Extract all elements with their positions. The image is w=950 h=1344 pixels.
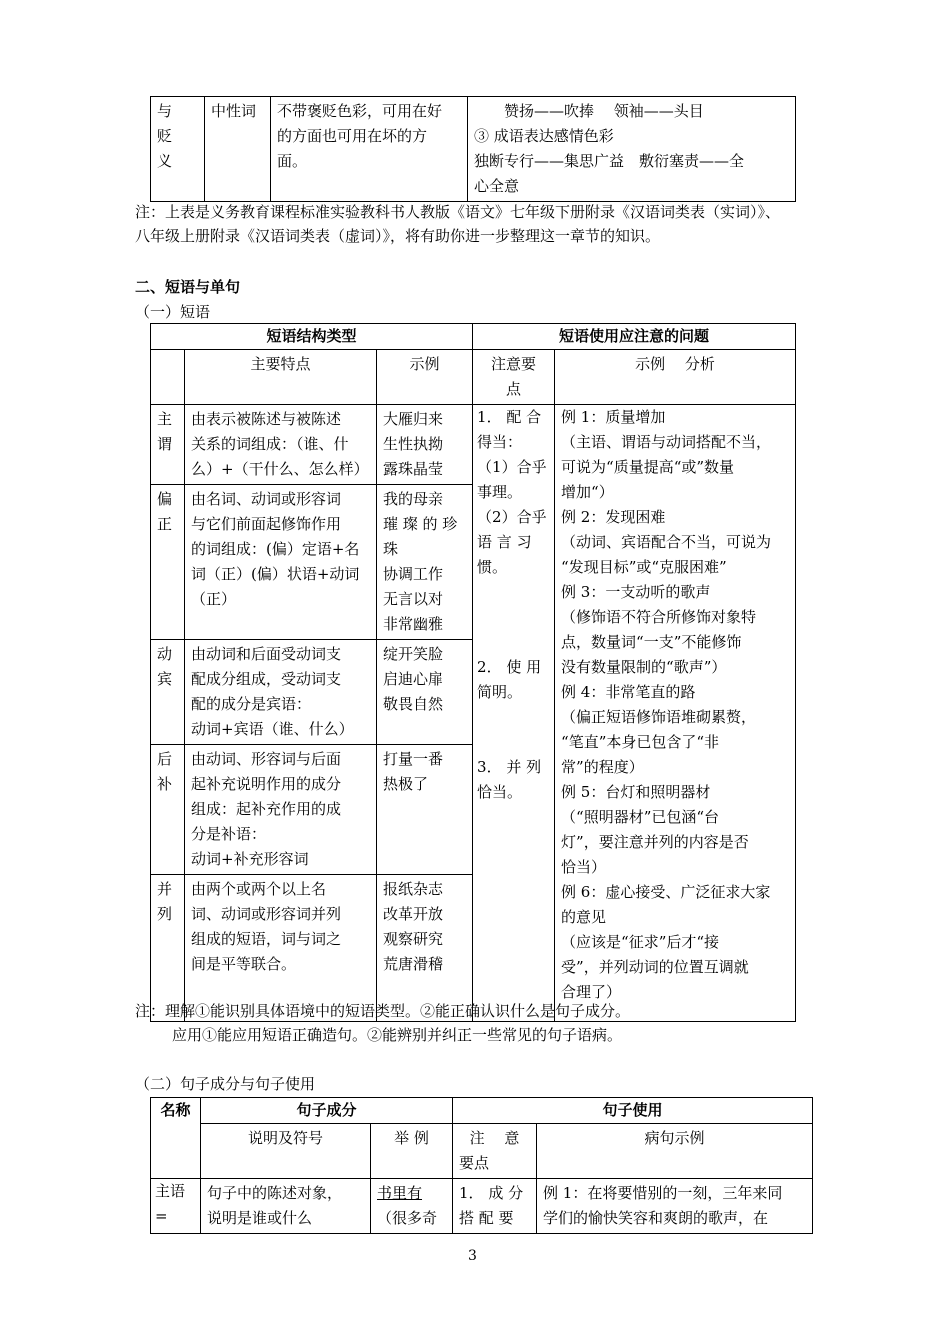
subject-name-cell: 主语 = [151,1179,201,1234]
subject-description: 句子中的陈述对象， 说明是谁或什么 [201,1179,371,1234]
notes-column [473,405,555,1022]
subject-notes: 1． 成 分 搭 配 要 [453,1179,537,1234]
analysis-column: 例 1：质量增加 （主语、谓语与动词搭配不当， 可说为“质量提高“或”数量 增加“） 例 2：发现困难 （动词、宾语配合不当，可说为 “发现目标”或“克服困难” 例 3：一支动听的歌声 （修饰语不符合所修饰对象特 点，数量词“一支”不能修饰 没有数量限制的“歌声”） 例 4：非常笔直的路 （偏正短语修饰语堆砌累赘， “笔直”本身已包含了“非 常”的程度） 例 5：台灯和照明器材 （“照明器材”已包涵“台 灯”，要注意并列的内容是否 恰当） 例 6：虚心接受、广泛征求大家 的意见 （应该是“征求”后才“接 受”，并列动词的位置互调就 合理了） [555,405,796,1022]
features-coordinate: 由两个或两个以上名 词、动词或形容词并列 组成的短语，词与词之 间是平等联合。 [185,875,377,1022]
note-phrases: 注：理解①能识别具体语境中的短语类型。②能正确认识什么是句子成分。 应用①能应用短语正确造句。②能辨别并纠正一些常见的句子语病。 [135,1002,631,1044]
examples-modifier-head: 我的母亲 璀 璨 的 珍 珠 协调工作 无言以对 非常幽雅 [377,485,473,640]
features-verb-complement: 由动词、形容词与后面 起补充说明作用的成分 组成：起补充作用的成 分是补语： 动词+补充形容词 [185,745,377,875]
features-modifier-head: 由名词、动词或形容词 与它们前面起修饰作用 的词组成：(偏）定语+名 词（正）(偏）状语+动词 （正） [185,485,377,640]
sentence-example-header: 举 例 [371,1124,453,1179]
examples-coordinate: 报纸杂志 改革开放 观察研究 荒唐滑稽 [377,875,473,1022]
section-title-phrases-sentences: 二、短语与单句 [135,278,241,296]
features-verb-object: 由动词和后面受动词支 配成分组成，受动词支 配的成分是宾语： 动词+宾语（谁、什么） [185,640,377,745]
description-header: 说明及符号 [201,1124,371,1179]
category-cell: 与 贬 义 [151,97,205,202]
phrase-table [150,323,796,1022]
usage-header: 句子使用 [453,1098,813,1124]
phrase-type-modifier-head: 偏 正 [151,485,185,640]
main-features-header: 主要特点 [185,350,377,405]
features-subject-predicate: 由表示被陈述与被陈述 关系的词组成：（谁、什 么）+（干什么、怎么样） [185,405,377,485]
subsection-sentence-components: （二）句子成分与句子使用 [135,1075,316,1093]
notes-group-3: 3． 并 列 恰当。 [477,758,542,801]
sentence-table [150,1097,813,1234]
subject-example: 书里有 （很多奇 [371,1179,453,1234]
phrase-structure-header: 短语结构类型 [151,324,473,350]
examples-verb-complement: 打量一番 热极了 [377,745,473,875]
faulty-sentence-header: 病句示例 [537,1124,813,1179]
phrase-usage-header: 短语使用应注意的问题 [473,324,796,350]
neutral-word-cell: 中性词 [205,97,271,202]
phrase-type-coordinate: 并 列 [151,875,185,1022]
notes-header: 注意要 点 [473,350,555,405]
sentence-notes-header: 注 意 要点 [453,1124,537,1179]
analysis-header: 示例 分析 [555,350,796,405]
subsection-phrases: （一）短语 [135,303,211,321]
neutral-word-desc: 不带褒贬色彩，可用在好 的方面也可用在坏的方 面。 [271,97,468,202]
word-class-table-continued [150,96,796,202]
example-header: 示例 [377,350,473,405]
phrase-type-subject-predicate: 主 谓 [151,405,185,485]
examples-verb-object: 绽开笑脸 启迪心扉 敬畏自然 [377,640,473,745]
component-header: 句子成分 [201,1098,453,1124]
notes-group-2: 2． 使 用 简明。 [477,658,542,701]
page-number: 3 [468,1248,477,1264]
notes-group-1: 1． 配 合 得当： （1）合乎 事理。 （2）合乎 语 言 习 惯。 [477,408,547,576]
neutral-word-examples: 赞扬——吹捧 领袖——头目 ③ 成语表达感情色彩 独断专行——集思广益 敷衍塞责——全 心全意 [468,97,796,202]
phrase-type-verb-object: 动 宾 [151,640,185,745]
phrase-type-verb-complement: 后 补 [151,745,185,875]
note-word-class: 注：上表是义务教育课程标准实验教科书人教版《语文》七年级下册附录《汉语词类表（实词）》、 八年级上册附录《汉语词类表（虚词）》，将有助你进一步整理这一章节的知识。 [135,203,781,245]
name-header: 名称 [151,1098,201,1179]
examples-subject-predicate: 大雁归来 生性执拗 露珠晶莹 [377,405,473,485]
blank-header-cell [151,350,185,405]
subject-faulty-example: 例 1：在将要惜别的一刻，三年来同 学们的愉快笑容和爽朗的歌声，在 [537,1179,813,1234]
